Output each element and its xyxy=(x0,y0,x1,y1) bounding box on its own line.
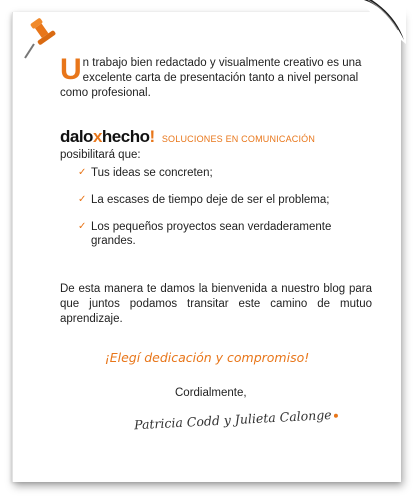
checkmark-icon: ✓ xyxy=(78,194,87,205)
checkmark-icon: ✓ xyxy=(78,221,87,232)
list-item xyxy=(78,193,358,207)
brand-subline: posibilitará que: xyxy=(60,149,141,161)
signature-text: Patricia Codd y Julieta Calonge xyxy=(133,406,332,433)
intro-paragraph xyxy=(60,53,370,101)
dropcap-letter: U xyxy=(60,53,82,86)
brand-line xyxy=(60,127,380,161)
list-item xyxy=(78,220,358,248)
motto-text: ¡Elegí dedicación y compromiso! xyxy=(104,350,310,365)
brand-tagline: SOLUCIONES EN COMUNICACIÓN xyxy=(161,134,316,144)
brand-logo xyxy=(60,127,155,146)
logo-part-x: x xyxy=(92,127,102,146)
logo-part-a: dalo xyxy=(60,127,93,146)
list-item-text: Los pequeños proyectos sean verdaderamente grandes. xyxy=(91,221,332,247)
closing-paragraph: De esta manera te damos la bienvenida a nuestro blog para que juntos podamos transitar este camino de mutuo aprendizaje. xyxy=(60,283,372,325)
list-item-text: La escases de tiempo deje de ser el problema; xyxy=(91,194,330,206)
logo-part-b: hecho xyxy=(101,127,150,146)
greeting-text: Cordialmente, xyxy=(175,387,247,399)
signature-dot-icon xyxy=(334,413,338,417)
page-curl-icon xyxy=(358,0,406,44)
logo-bang: ! xyxy=(149,127,155,146)
intro-text: n trabajo bien redactado y visualmente creativo es una excelente carta de presentación tanto a nivel personal como profesional. xyxy=(60,57,362,99)
benefit-list xyxy=(78,166,358,261)
list-item-text: Tus ideas se concreten; xyxy=(91,167,213,179)
list-item xyxy=(78,166,358,180)
checkmark-icon: ✓ xyxy=(78,167,87,178)
